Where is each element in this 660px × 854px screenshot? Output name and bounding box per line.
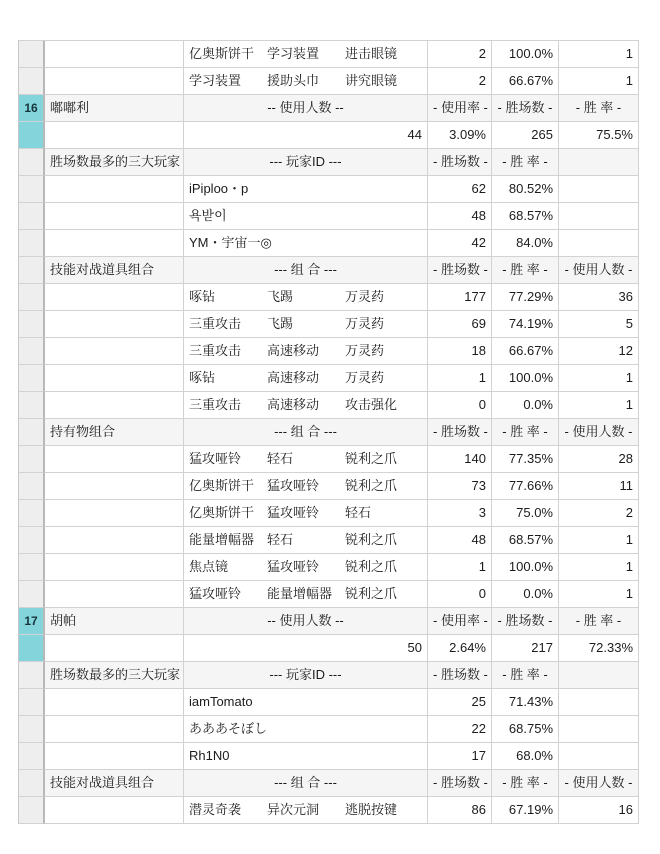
win-rate-cell[interactable]: 66.67%: [492, 338, 559, 365]
win-rate-cell[interactable]: 77.35%: [492, 446, 559, 473]
combo-item: 万灵药: [345, 343, 385, 358]
wins-cell[interactable]: 48: [428, 527, 492, 554]
row-header-cell[interactable]: [19, 365, 45, 392]
combo-cell[interactable]: [184, 392, 428, 419]
combo-cell[interactable]: [184, 68, 428, 95]
empty-cell-b[interactable]: [45, 554, 184, 581]
win-rate-cell[interactable]: 80.52%: [492, 176, 559, 203]
combo-item: 讲究眼镜: [345, 73, 398, 88]
combo-item: 三重攻击: [189, 316, 242, 331]
row-header-cell[interactable]: [19, 284, 45, 311]
combo-item: 锐利之爪: [345, 532, 398, 547]
combo-cell[interactable]: [184, 581, 428, 608]
row-header-cell[interactable]: [19, 743, 45, 770]
section-header-row: [19, 257, 639, 284]
combo-row: [19, 554, 639, 581]
combo-item: 锐利之爪: [345, 559, 398, 574]
combo-item: 援助头巾: [267, 73, 320, 88]
player-id-cell[interactable]: iPiploo・p: [184, 176, 428, 203]
empty-cell-f[interactable]: [559, 716, 639, 743]
empty-cell-b[interactable]: [45, 68, 184, 95]
combo-item: 啄钻: [189, 370, 216, 385]
empty-cell-b[interactable]: [45, 338, 184, 365]
usage-rate-value[interactable]: 3.09%: [428, 122, 492, 149]
win-rate-cell[interactable]: 68.57%: [492, 527, 559, 554]
empty-cell-b[interactable]: [45, 446, 184, 473]
win-rate-cell[interactable]: 68.57%: [492, 203, 559, 230]
wins-cell[interactable]: 1: [428, 554, 492, 581]
wins-header[interactable]: - 胜场数 -: [428, 149, 492, 176]
usage-count-header[interactable]: -- 使用人数 --: [184, 608, 428, 635]
combo-item: 潜灵奇袭: [189, 802, 242, 817]
usage-rate-header[interactable]: - 使用率 -: [428, 608, 492, 635]
users-cell[interactable]: 1: [559, 554, 639, 581]
empty-cell-b[interactable]: [45, 311, 184, 338]
section-label[interactable]: 持有物组合: [45, 419, 184, 446]
users-cell[interactable]: 1: [559, 365, 639, 392]
row-header-cell[interactable]: [19, 581, 45, 608]
combo-item: 飞踢: [267, 289, 294, 304]
combo-cell[interactable]: [184, 41, 428, 68]
combo-item: 万灵药: [345, 289, 385, 304]
rank-cell[interactable]: [19, 635, 45, 662]
combo-header[interactable]: --- 组 合 ---: [184, 770, 428, 797]
row-header-cell[interactable]: [19, 68, 45, 95]
wins-header[interactable]: - 胜场数 -: [428, 662, 492, 689]
win-rate-cell[interactable]: 77.29%: [492, 284, 559, 311]
combo-item: 攻击强化: [345, 397, 398, 412]
win-rate-cell[interactable]: 71.43%: [492, 689, 559, 716]
empty-cell-b[interactable]: [45, 473, 184, 500]
player-row: [19, 203, 639, 230]
combo-row: [19, 473, 639, 500]
win-rate-header[interactable]: - 胜 率 -: [492, 419, 559, 446]
combo-item: 飞踢: [267, 316, 294, 331]
row-header-cell[interactable]: [19, 689, 45, 716]
win-rate-cell[interactable]: 77.66%: [492, 473, 559, 500]
combo-cell[interactable]: [184, 797, 428, 824]
player-id-cell[interactable]: Rh1N0: [184, 743, 428, 770]
spreadsheet-table: [18, 40, 639, 824]
usage-count-value[interactable]: 50: [184, 635, 428, 662]
row-header-cell[interactable]: [19, 338, 45, 365]
users-cell[interactable]: 1: [559, 41, 639, 68]
combo-item: 锐利之爪: [345, 478, 398, 493]
row-header-cell[interactable]: [19, 203, 45, 230]
combo-item: 锐利之爪: [345, 451, 398, 466]
section-label[interactable]: 胜场数最多的三大玩家: [45, 149, 184, 176]
wins-value[interactable]: 217: [492, 635, 559, 662]
combo-row: [19, 311, 639, 338]
row-header-cell[interactable]: [19, 527, 45, 554]
win-rate-value[interactable]: 75.5%: [559, 122, 639, 149]
combo-row: [19, 41, 639, 68]
player-row: [19, 743, 639, 770]
combo-cell[interactable]: [184, 311, 428, 338]
combo-row: [19, 797, 639, 824]
section-header-row: [19, 419, 639, 446]
empty-cell-b[interactable]: [45, 527, 184, 554]
win-rate-header[interactable]: - 胜 率 -: [559, 95, 639, 122]
usage-count-header[interactable]: -- 使用人数 --: [184, 95, 428, 122]
wins-cell[interactable]: 22: [428, 716, 492, 743]
combo-cell[interactable]: [184, 500, 428, 527]
player-row: [19, 716, 639, 743]
row-header-cell[interactable]: [19, 230, 45, 257]
combo-row: [19, 365, 639, 392]
combo-header[interactable]: --- 组 合 ---: [184, 419, 428, 446]
wins-cell[interactable]: 18: [428, 338, 492, 365]
combo-item: 高速移动: [267, 397, 320, 412]
wins-header[interactable]: - 胜场数 -: [428, 770, 492, 797]
wins-cell[interactable]: 86: [428, 797, 492, 824]
player-row: [19, 230, 639, 257]
usage-rate-value[interactable]: 2.64%: [428, 635, 492, 662]
win-rate-header[interactable]: - 胜 率 -: [492, 257, 559, 284]
win-rate-cell[interactable]: 100.0%: [492, 365, 559, 392]
combo-item: 高速移动: [267, 370, 320, 385]
row-header-cell[interactable]: [19, 797, 45, 824]
combo-item: 亿奥斯饼干: [189, 478, 255, 493]
player-row: [19, 176, 639, 203]
win-rate-cell[interactable]: 67.19%: [492, 797, 559, 824]
player-id-cell[interactable]: iamTomato: [184, 689, 428, 716]
pokemon-header-row: [19, 95, 639, 122]
win-rate-cell[interactable]: 75.0%: [492, 500, 559, 527]
section-header-row: [19, 149, 639, 176]
combo-row: [19, 446, 639, 473]
empty-cell-b[interactable]: [45, 689, 184, 716]
users-cell[interactable]: 1: [559, 581, 639, 608]
wins-cell[interactable]: 3: [428, 500, 492, 527]
wins-cell[interactable]: 69: [428, 311, 492, 338]
combo-row: [19, 68, 639, 95]
combo-row: [19, 392, 639, 419]
section-label[interactable]: 胜场数最多的三大玩家: [45, 662, 184, 689]
combo-item: 异次元洞: [267, 802, 320, 817]
combo-item: 亿奥斯饼干: [189, 505, 255, 520]
player-id-cell[interactable]: あああそぼし: [184, 716, 428, 743]
wins-cell[interactable]: 73: [428, 473, 492, 500]
player-id-cell[interactable]: YM・宇宙一◎: [184, 230, 428, 257]
combo-item: 轻石: [267, 532, 294, 547]
row-header-cell[interactable]: [19, 554, 45, 581]
combo-item: 高速移动: [267, 343, 320, 358]
users-cell[interactable]: 5: [559, 311, 639, 338]
row-header-cell[interactable]: [19, 176, 45, 203]
empty-cell-b[interactable]: [45, 797, 184, 824]
users-cell[interactable]: 1: [559, 527, 639, 554]
section-header-row: [19, 662, 639, 689]
users-cell[interactable]: 1: [559, 392, 639, 419]
win-rate-cell[interactable]: 100.0%: [492, 41, 559, 68]
rank-cell[interactable]: 16: [19, 95, 45, 122]
empty-cell-f[interactable]: [559, 176, 639, 203]
win-rate-value[interactable]: 72.33%: [559, 635, 639, 662]
users-cell[interactable]: 2: [559, 500, 639, 527]
combo-item: 猛攻哑铃: [189, 451, 242, 466]
wins-header[interactable]: - 胜场数 -: [428, 419, 492, 446]
row-header-cell[interactable]: [19, 392, 45, 419]
wins-cell[interactable]: 62: [428, 176, 492, 203]
combo-item: 逃脱按键: [345, 802, 398, 817]
empty-cell-f[interactable]: [559, 662, 639, 689]
users-cell[interactable]: 1: [559, 68, 639, 95]
combo-item: 能量增幅器: [267, 586, 333, 601]
empty-cell-b[interactable]: [45, 230, 184, 257]
section-header-row: [19, 770, 639, 797]
combo-item: 锐利之爪: [345, 586, 398, 601]
wins-cell[interactable]: 48: [428, 203, 492, 230]
combo-item: 学习装置: [189, 73, 242, 88]
section-label[interactable]: 技能对战道具组合: [45, 257, 184, 284]
users-cell[interactable]: 12: [559, 338, 639, 365]
win-rate-header[interactable]: - 胜 率 -: [559, 608, 639, 635]
usage-rate-header[interactable]: - 使用率 -: [428, 95, 492, 122]
pokemon-stats-row: [19, 122, 639, 149]
row-header-cell[interactable]: [19, 149, 45, 176]
win-rate-header[interactable]: - 胜 率 -: [492, 770, 559, 797]
combo-item: 猛攻哑铃: [189, 586, 242, 601]
users-cell[interactable]: 28: [559, 446, 639, 473]
users-header[interactable]: - 使用人数 -: [559, 419, 639, 446]
row-header-cell[interactable]: [19, 257, 45, 284]
wins-cell[interactable]: 2: [428, 68, 492, 95]
combo-item: 猛攻哑铃: [267, 505, 320, 520]
combo-item: 轻石: [345, 505, 372, 520]
combo-item: 能量增幅器: [189, 532, 255, 547]
users-cell[interactable]: 11: [559, 473, 639, 500]
combo-item: 啄钻: [189, 289, 216, 304]
wins-header[interactable]: - 胜场数 -: [492, 608, 559, 635]
empty-cell-f[interactable]: [559, 203, 639, 230]
combo-cell[interactable]: [184, 365, 428, 392]
combo-item: 学习装置: [267, 46, 320, 61]
empty-cell-f[interactable]: [559, 230, 639, 257]
empty-cell-b[interactable]: [45, 284, 184, 311]
win-rate-cell[interactable]: 100.0%: [492, 554, 559, 581]
wins-cell[interactable]: 17: [428, 743, 492, 770]
empty-cell-b[interactable]: [45, 635, 184, 662]
wins-cell[interactable]: 0: [428, 581, 492, 608]
users-cell[interactable]: 36: [559, 284, 639, 311]
player-row: [19, 689, 639, 716]
combo-item: 万灵药: [345, 370, 385, 385]
empty-cell-b[interactable]: [45, 743, 184, 770]
empty-cell-f[interactable]: [559, 743, 639, 770]
pokemon-name[interactable]: 嘟嘟利: [45, 95, 184, 122]
users-header[interactable]: - 使用人数 -: [559, 257, 639, 284]
wins-cell[interactable]: 0: [428, 392, 492, 419]
player-id-header[interactable]: --- 玩家ID ---: [184, 662, 428, 689]
player-id-header[interactable]: --- 玩家ID ---: [184, 149, 428, 176]
pokemon-stats-row: [19, 635, 639, 662]
combo-cell[interactable]: [184, 338, 428, 365]
row-header-cell[interactable]: [19, 419, 45, 446]
empty-cell-f[interactable]: [559, 149, 639, 176]
users-cell[interactable]: 16: [559, 797, 639, 824]
wins-cell[interactable]: 42: [428, 230, 492, 257]
win-rate-header[interactable]: - 胜 率 -: [492, 149, 559, 176]
empty-cell-b[interactable]: [45, 716, 184, 743]
empty-cell-b[interactable]: [45, 203, 184, 230]
empty-cell-b[interactable]: [45, 122, 184, 149]
win-rate-cell[interactable]: 68.75%: [492, 716, 559, 743]
empty-cell-b[interactable]: [45, 41, 184, 68]
combo-cell[interactable]: [184, 284, 428, 311]
combo-item: 三重攻击: [189, 397, 242, 412]
combo-item: 猛攻哑铃: [267, 478, 320, 493]
users-header[interactable]: - 使用人数 -: [559, 770, 639, 797]
combo-item: 三重攻击: [189, 343, 242, 358]
win-rate-cell[interactable]: 0.0%: [492, 581, 559, 608]
combo-item: 猛攻哑铃: [267, 559, 320, 574]
combo-row: [19, 581, 639, 608]
row-header-cell[interactable]: [19, 473, 45, 500]
combo-row: [19, 338, 639, 365]
win-rate-cell[interactable]: 84.0%: [492, 230, 559, 257]
win-rate-cell[interactable]: 0.0%: [492, 392, 559, 419]
empty-cell-b[interactable]: [45, 500, 184, 527]
empty-cell-f[interactable]: [559, 689, 639, 716]
combo-row: [19, 500, 639, 527]
wins-cell[interactable]: 177: [428, 284, 492, 311]
pokemon-header-row: [19, 608, 639, 635]
wins-header[interactable]: - 胜场数 -: [492, 95, 559, 122]
combo-item: 亿奥斯饼干: [189, 46, 255, 61]
combo-cell[interactable]: [184, 527, 428, 554]
row-header-cell[interactable]: [19, 311, 45, 338]
combo-header[interactable]: --- 组 合 ---: [184, 257, 428, 284]
rank-cell[interactable]: [19, 122, 45, 149]
win-rate-header[interactable]: - 胜 率 -: [492, 662, 559, 689]
combo-item: 轻石: [267, 451, 294, 466]
combo-item: 进击眼镜: [345, 46, 398, 61]
row-header-cell[interactable]: [19, 662, 45, 689]
row-header-cell[interactable]: [19, 500, 45, 527]
player-id-cell[interactable]: 욕받이: [184, 203, 428, 230]
combo-cell[interactable]: [184, 554, 428, 581]
wins-cell[interactable]: 140: [428, 446, 492, 473]
wins-cell[interactable]: 1: [428, 365, 492, 392]
win-rate-cell[interactable]: 66.67%: [492, 68, 559, 95]
rank-cell[interactable]: 17: [19, 608, 45, 635]
win-rate-cell[interactable]: 68.0%: [492, 743, 559, 770]
combo-row: [19, 284, 639, 311]
row-header-cell[interactable]: [19, 41, 45, 68]
section-label[interactable]: 技能对战道具组合: [45, 770, 184, 797]
row-header-cell[interactable]: [19, 446, 45, 473]
wins-cell[interactable]: 2: [428, 41, 492, 68]
empty-cell-b[interactable]: [45, 392, 184, 419]
row-header-cell[interactable]: [19, 770, 45, 797]
empty-cell-b[interactable]: [45, 365, 184, 392]
combo-item: 万灵药: [345, 316, 385, 331]
combo-cell[interactable]: [184, 473, 428, 500]
row-header-cell[interactable]: [19, 716, 45, 743]
wins-header[interactable]: - 胜场数 -: [428, 257, 492, 284]
combo-item: 焦点镜: [189, 559, 229, 574]
win-rate-cell[interactable]: 74.19%: [492, 311, 559, 338]
wins-cell[interactable]: 25: [428, 689, 492, 716]
empty-cell-b[interactable]: [45, 176, 184, 203]
combo-cell[interactable]: [184, 446, 428, 473]
usage-count-value[interactable]: 44: [184, 122, 428, 149]
empty-cell-b[interactable]: [45, 581, 184, 608]
wins-value[interactable]: 265: [492, 122, 559, 149]
combo-row: [19, 527, 639, 554]
pokemon-name[interactable]: 胡帕: [45, 608, 184, 635]
